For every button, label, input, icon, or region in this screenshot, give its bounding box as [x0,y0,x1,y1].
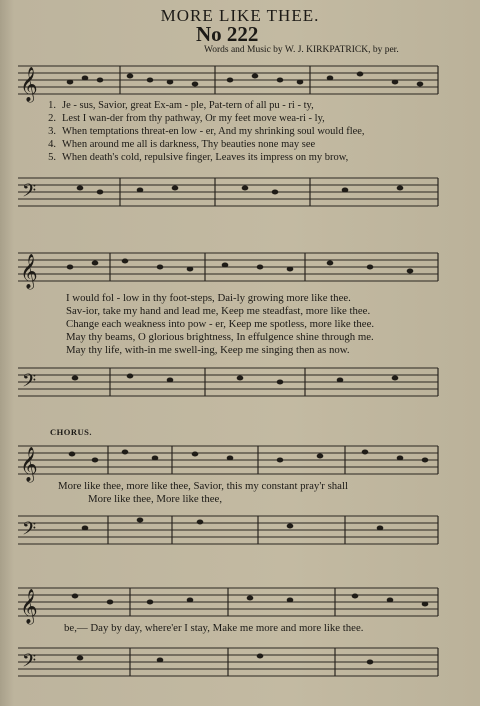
staff-system-1-bass [0,170,480,214]
treble-clef-icon: 𝄞 [20,254,38,289]
refrain-line-3: Change each weakness into pow - er, Keep me spotless, more like thee. [66,318,375,330]
refrain-line-2: Sav-ior, take my hand and lead me, Keep me steadfast, more like thee. [66,305,371,317]
staff-system-4-treble [0,580,480,624]
chorus-line-1: More like thee, more like thee, Savior, this my constant pray'r shall [58,480,348,492]
bass-clef-icon: 𝄢 [22,371,37,396]
staff-system-1-treble [0,58,480,102]
bass-clef-icon: 𝄢 [22,181,37,206]
refrain-line-4: May thy beams, O glorious brightness, In effulgence shine through me. [66,331,374,343]
hymn-title: MORE LIKE THEE. [160,6,320,25]
refrain-line-5: May thy life, with-in me swell-ing, Keep me singing then as now. [66,344,350,356]
verse-line-3: 3. When temptations threat-en low - er, And my shrinking soul would flee, [48,126,365,137]
hymn-credit: Words and Music by W. J. KIRKPATRICK, by per. [204,45,399,55]
refrain-line-1: I would fol - low in thy foot-steps, Dai-ly growing more like thee. [66,292,351,304]
treble-clef-icon: 𝄞 [20,67,38,102]
treble-clef-icon: 𝄞 [20,447,38,482]
bass-clef-icon: 𝄢 [22,651,37,676]
staff-system-2-bass [0,360,480,404]
treble-clef-icon: 𝄞 [20,589,38,624]
verse-line-4: 4. When around me all is darkness, Thy beauties none may see [48,139,316,150]
chorus-line-2: More like thee, More like thee, [88,493,223,505]
staff-system-3-treble [0,438,480,482]
bass-clef-icon: 𝄢 [22,519,37,544]
staff-system-3-bass [0,508,480,552]
staff-system-4-bass [0,640,480,684]
chorus-label: CHORUS. [50,427,92,437]
verse-line-5: 5. When death's cold, repulsive finger, Leaves its impress on my brow, [48,152,349,163]
verse-line-1: 1. Je - sus, Savior, great Ex-am - ple, Pat-tern of all pu - ri - ty, [48,100,314,111]
staff-system-2-treble [0,245,480,289]
chorus-line-3: be,— Day by day, where'er I stay, Make me more and more like thee. [64,622,364,634]
hymn-number: No 222 [196,22,259,46]
verse-line-2: 2. Lest I wan-der from thy pathway, Or my feet move wea-ri - ly, [48,113,325,124]
